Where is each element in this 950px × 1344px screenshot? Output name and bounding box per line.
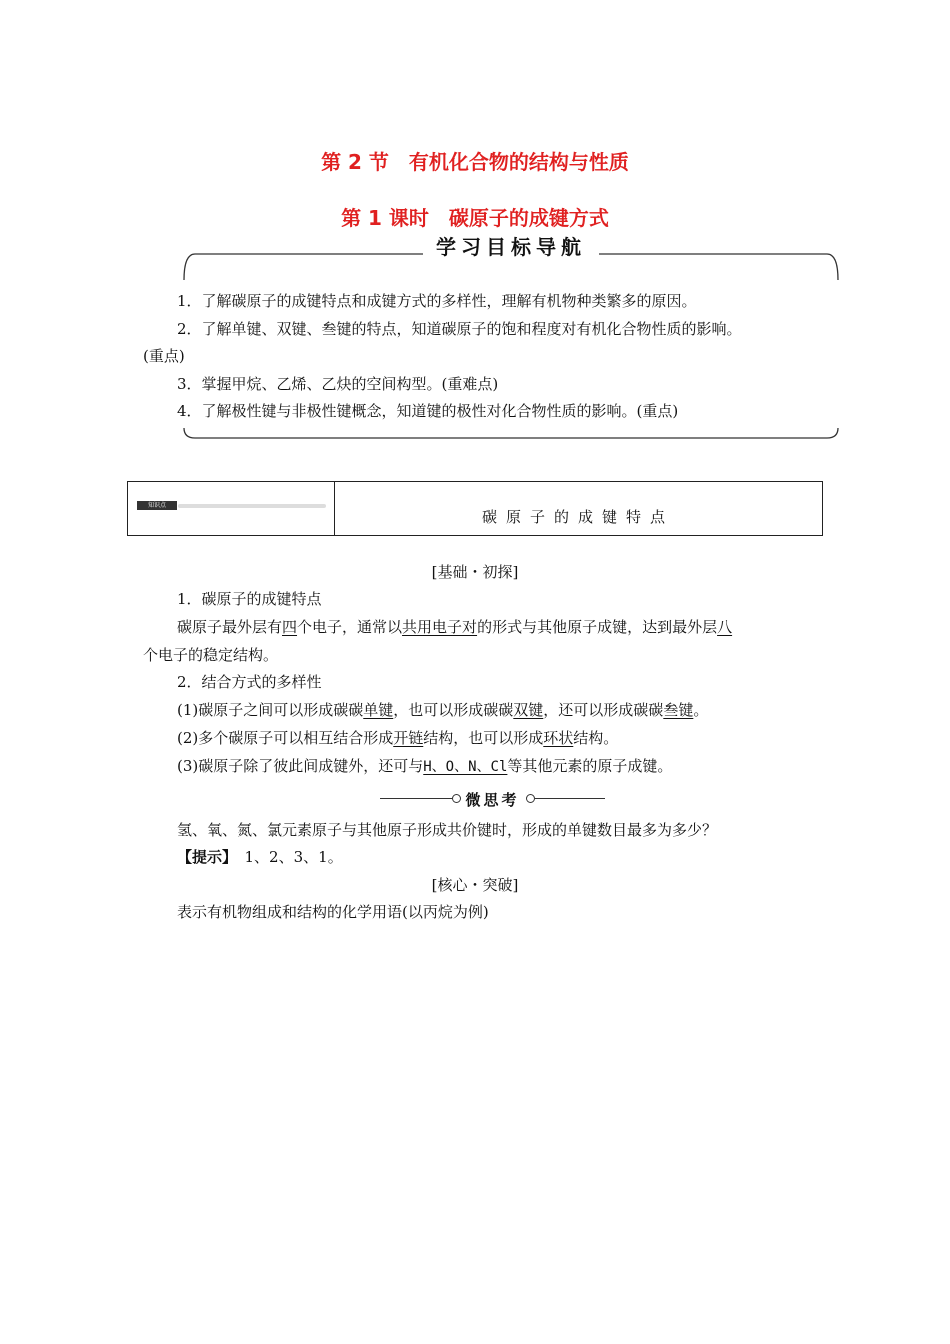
core-header: [核心・突破]	[431, 876, 519, 894]
blank-answer: 叁键	[663, 701, 694, 719]
goal-item-2-cont: (重点)	[143, 347, 185, 365]
basic-heading-1: 1．碳原子的成键特点	[177, 590, 322, 608]
micro-thinking-label: 微思考	[465, 791, 520, 809]
knowledge-point-header	[127, 481, 823, 536]
blank-answer: H、O、N、Cl	[423, 759, 508, 775]
goal-item-1: 1．了解碳原子的成键特点和成键方式的多样性，理解有机物种类繁多的原因。	[177, 292, 697, 310]
basic-heading-2: 2．结合方式的多样性	[177, 673, 322, 691]
basic-header: [基础・初探]	[431, 563, 519, 581]
basic-paragraph-1-cont: 个电子的稳定结构。	[143, 646, 279, 664]
blank-answer: 单键	[363, 701, 394, 719]
goal-item-2: 2．了解单键、双键、叁键的特点，知道碳原子的饱和程度对有机化合物性质的影响。	[177, 320, 742, 338]
knowledge-point-tag	[128, 482, 335, 535]
goal-item-3: 3．掌握甲烷、乙烯、乙炔的空间构型。(重难点)	[177, 375, 499, 393]
lesson-title: 第 1 课时 碳原子的成键方式	[341, 206, 609, 230]
goals-title: 学习目标导航	[423, 232, 599, 262]
blank-answer: 环状	[543, 729, 574, 747]
core-text: 表示有机物组成和结构的化学用语(以丙烷为例)	[177, 903, 489, 921]
micro-thinking-divider	[380, 789, 605, 809]
blank-answer: 共用电子对	[402, 618, 478, 636]
section-title: 第 2 节 有机化合物的结构与性质	[321, 150, 629, 174]
blank-answer: 双键	[513, 701, 544, 719]
decorative-bar	[178, 504, 326, 508]
knowledge-point-title: 碳原子的成键特点	[481, 508, 674, 526]
goal-item-4: 4．了解极性键与非极性键概念，知道键的极性对化合物性质的影响。(重点)	[177, 402, 679, 420]
blank-answer: 开链	[393, 729, 424, 747]
basic-line-3: (3)碳原子除了彼此间成键外，还可与H、O、N、Cl等其他元素的原子成键。	[177, 757, 673, 775]
hint-text: 1、2、3、1。	[229, 848, 343, 866]
hint-label: 【提示】	[177, 848, 230, 866]
basic-paragraph-1: 碳原子最外层有四个电子，通常以共用电子对的形式与其他原子成键，达到最外层八	[177, 618, 733, 636]
basic-line-1: (1)碳原子之间可以形成碳碳单键，也可以形成碳碳双键，还可以形成碳碳叁键。	[177, 701, 709, 719]
blank-answer: 四	[282, 618, 298, 636]
hint-line	[177, 847, 343, 867]
knowledge-point-badge: 知识点	[137, 501, 177, 510]
basic-line-2: (2)多个碳原子可以相互结合形成开链结构，也可以形成环状结构。	[177, 729, 619, 747]
micro-thinking-question: 氢、氧、氮、氯元素原子与其他原子形成共价键时，形成的单键数目最多为多少？	[177, 821, 718, 839]
blank-answer: 八	[717, 618, 733, 636]
